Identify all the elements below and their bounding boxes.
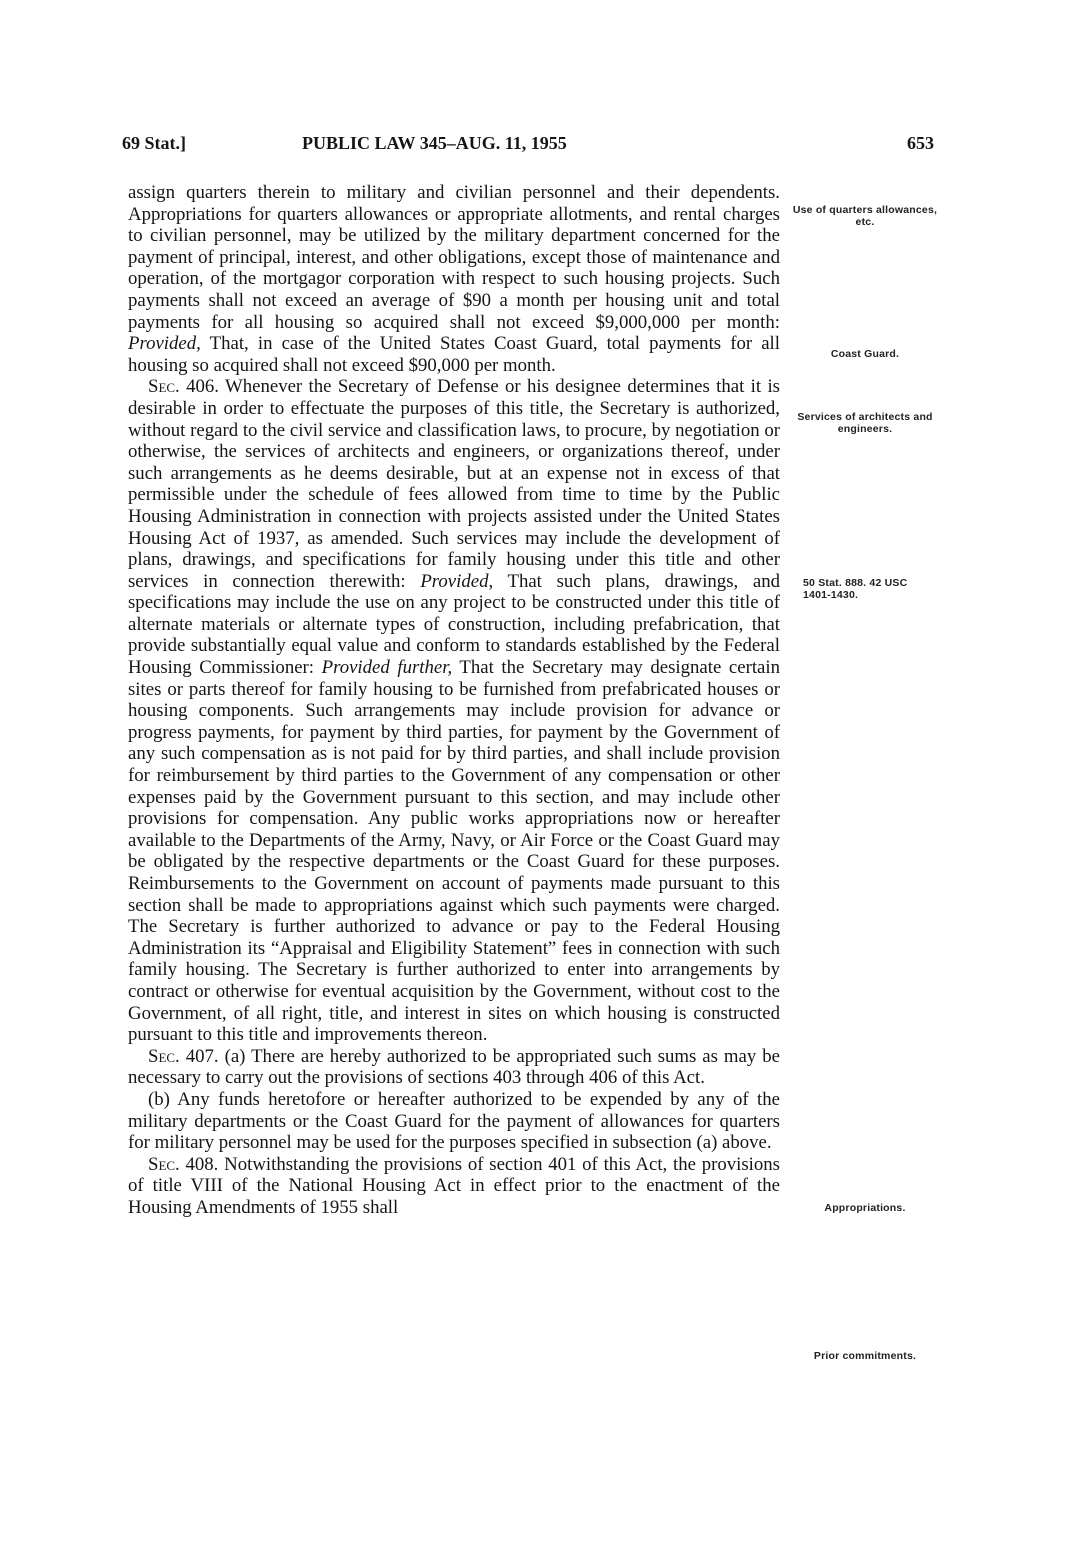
- section-label: Sec. 408.: [148, 1153, 219, 1175]
- page-number: 653: [907, 133, 934, 153]
- margin-note-quarters: Use of quarters allowances, etc.: [792, 204, 938, 228]
- provided-italic: Provided,: [420, 570, 494, 592]
- law-text: [128, 182, 780, 1219]
- margin-note-coast-guard: Coast Guard.: [830, 348, 900, 360]
- provided-italic: Provided,: [128, 333, 201, 355]
- page-header: [122, 133, 934, 159]
- provided-further-italic: Provided further,: [321, 657, 453, 679]
- margin-note-architects: Services of architects and engineers.: [797, 411, 933, 435]
- section-label: Sec. 406.: [148, 376, 219, 398]
- section-label: Sec. 407.: [148, 1045, 219, 1067]
- margin-note-prior: Prior commitments.: [813, 1350, 917, 1362]
- running-title: PUBLIC LAW 345–AUG. 11, 1955: [302, 133, 567, 153]
- margin-note-appropriations: Appropriations.: [824, 1202, 906, 1214]
- statute-volume: 69 Stat.]: [122, 133, 186, 153]
- section-406: Sec. 406. Whenever the Secretary of Defense or his designee determines that it is desirable in order to effectuate the purposes of this title, the Secretary is authorized, without regard to the civil service and classification laws, to procure, by negotiation or otherwise, the services of architects and engineers, or organizations thereof, under such arrangements as he deems desirable, but at an expense not in excess of that permissible under the schedule of fees allowed from time to time by the Public Housing Administration in connection with projects assisted under the United States Housing Act of 1937, as amended. Such services may include the development of plans, drawings, and specifications for family housing under this title and other services in connection therewith: Provided, That such plans, drawings, and specifications may include the use on any project to be constructed under this title of alternate materials or alternate types of construction, including prefabrication, that provide substantially equal value and conform to standards established by the Federal Housing Commissioner: Provided further, That the Secretary may designate certain sites or parts thereof for family housing to be furnished from prefabricated houses or housing components. Such arrangements may include provision for advance or progress payments, for payment by third parties, for payment by the Government of any such compensation as is not paid for by third parties, and shall include provision for reimbursement by third parties to the Government of any compensation or other expenses paid by the Government pursuant to this section, and may include other provisions for compensation. Any public works appropriations now or hereafter available to the Departments of the Army, Navy, or Air Force or the Coast Guard may be obligated by the respective departments or the Coast Guard for these purposes. Reimbursements to the Government on account of payments made pursuant to this section shall be made to appropriations against which such payments were charged. The Secretary is further authorized to advance or pay to the Federal Housing Administration its “Appraisal and Eligibility Statement” fees in connection with such family housing. The Secretary is further authorized to enter into arrangements by contract or otherwise for eventual acquisition by the Government, without cost to the Government, of all right, title, and interest in sites on which housing is constructed pursuant to this title and improvements thereon.: [128, 376, 780, 1046]
- margin-note-citation: 50 Stat. 888. 42 USC 1401-1430.: [803, 577, 908, 601]
- section-407-b: (b) Any funds heretofore or hereafter authorized to be expended by any of the military departments or the Coast Guard for the payment of allowances for quarters for military personnel may be used for the purposes specified in subsection (a) above.: [128, 1088, 780, 1154]
- paragraph-quarters: assign quarters therein to military and civilian personnel and their dependents. Appropriations for quarters allowances or appropriate allotments, and rental charges to civilian personnel, may be utilized by the military department concerned for the payment of principal, interest, and other obligations, except those of maintenance and operation, of the mortgagor corporation with respect to such housing projects. Such payments shall not exceed an average of $90 a month per housing unit and total payments for all housing so acquired shall not exceed $9,000,000 per month: Provided, That, in case of the United States Coast Guard, total payments for all housing so acquired shall not exceed $90,000 per month.: [128, 182, 780, 376]
- section-408: Sec. 408. Notwithstanding the provisions of section 401 of this Act, the provisions of title VIII of the National Housing Act in effect prior to the enactment of the Housing Amendments of 1955 shall: [128, 1153, 780, 1218]
- section-407-a: Sec. 407. (a) There are hereby authorized to be appropriated such sums as may be necessary to carry out the provisions of sections 403 through 406 of this Act.: [128, 1045, 780, 1089]
